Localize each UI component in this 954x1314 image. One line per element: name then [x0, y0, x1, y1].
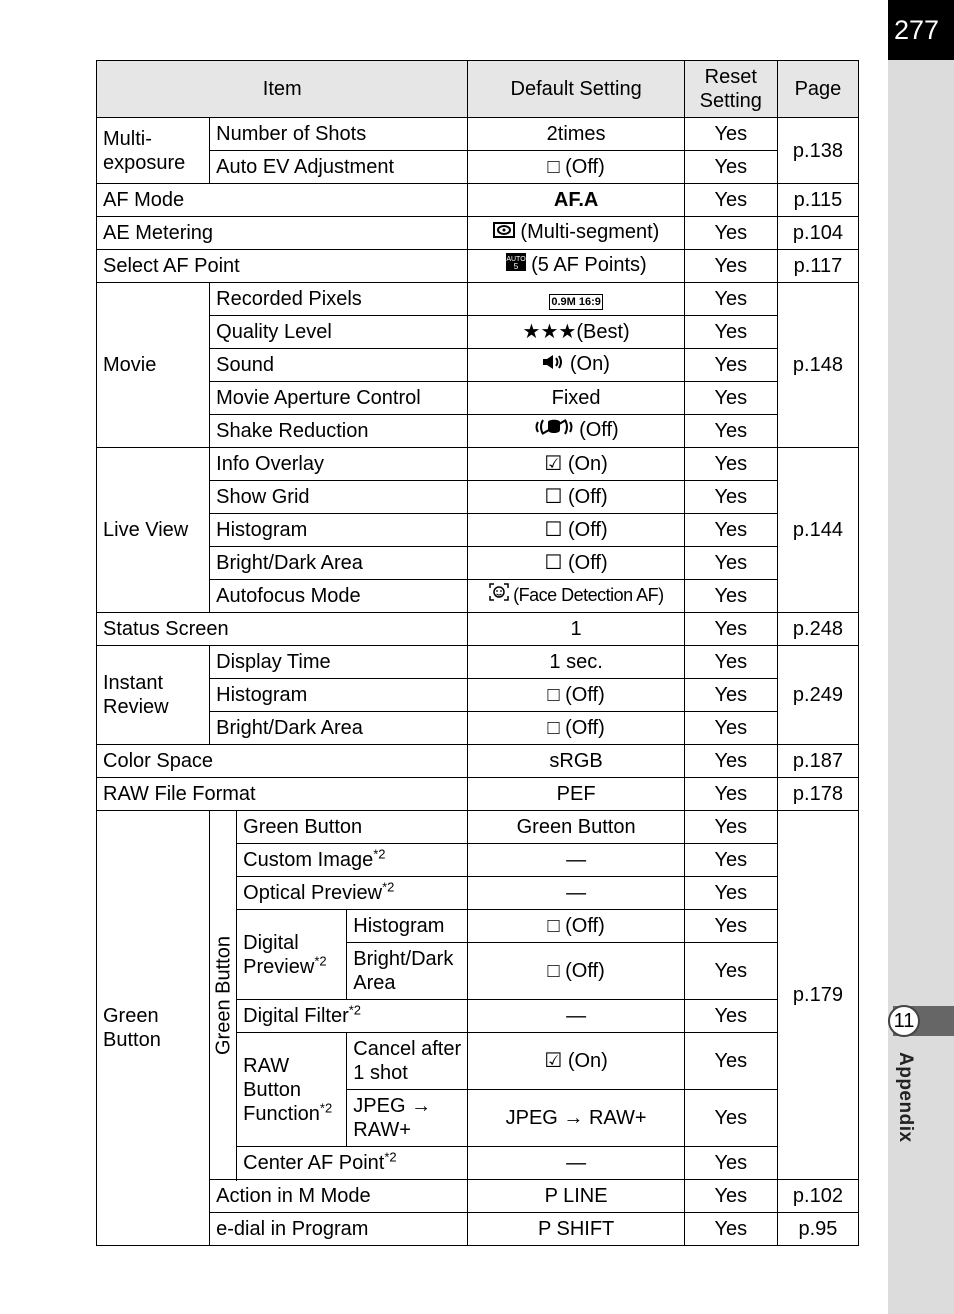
footnote-ref: *2	[384, 1149, 397, 1165]
reset-cell: Yes	[684, 415, 777, 448]
sound-on-icon	[542, 354, 564, 378]
reset-cell: Yes	[684, 547, 777, 580]
subitem-label	[237, 1033, 347, 1147]
item-cell	[237, 1000, 468, 1033]
default-text: (On)	[569, 353, 610, 375]
item-cell: Show Grid	[210, 481, 468, 514]
page-cell: p.115	[777, 184, 858, 217]
default-cell	[468, 580, 684, 613]
page-cell: p.178	[777, 778, 858, 811]
page-cell: p.95	[777, 1213, 858, 1246]
reset-cell: Yes	[684, 250, 777, 283]
item-text: RAW Button Function	[243, 1054, 320, 1125]
default-cell: □ (Off)	[468, 910, 684, 943]
page-cell: p.138	[777, 118, 858, 184]
default-cell: Fixed	[468, 382, 684, 415]
item-cell: Histogram	[347, 910, 468, 943]
item-cell: JPEG → RAW+	[347, 1090, 468, 1147]
default-cell: 1 sec.	[468, 646, 684, 679]
group-label: Live View	[97, 448, 210, 613]
reset-cell: Yes	[684, 1033, 777, 1090]
reset-cell: Yes	[684, 217, 777, 250]
item-cell: Recorded Pixels	[210, 283, 468, 316]
default-cell: —	[468, 844, 684, 877]
table-row	[97, 547, 859, 580]
default-cell: 2times	[468, 118, 684, 151]
header-item: Item	[97, 61, 468, 118]
item-cell: Cancel after 1 shot	[347, 1033, 468, 1090]
reset-cell: Yes	[684, 910, 777, 943]
table-row	[97, 184, 859, 217]
default-cell: ☐ (Off)	[468, 481, 684, 514]
item-cell	[237, 1147, 468, 1180]
reset-cell: Yes	[684, 1213, 777, 1246]
reset-cell: Yes	[684, 481, 777, 514]
reset-cell: Yes	[684, 1000, 777, 1033]
reset-cell: Yes	[684, 1180, 777, 1213]
page-cell: p.187	[777, 745, 858, 778]
item-cell: AF Mode	[97, 184, 468, 217]
svg-text:AUTO: AUTO	[505, 256, 526, 263]
face-detection-icon	[489, 583, 509, 609]
default-cell	[468, 415, 684, 448]
default-cell: PEF	[468, 778, 684, 811]
reset-cell: Yes	[684, 316, 777, 349]
item-cell: Quality Level	[210, 316, 468, 349]
item-cell: Histogram	[210, 679, 468, 712]
reset-cell: Yes	[684, 184, 777, 217]
default-text: (Face Detection AF)	[513, 585, 664, 605]
table-row	[97, 448, 859, 481]
reset-cell: Yes	[684, 877, 777, 910]
item-cell: Info Overlay	[210, 448, 468, 481]
group-label: Movie	[97, 283, 210, 448]
item-cell: Sound	[210, 349, 468, 382]
table-row	[97, 250, 859, 283]
item-text: Optical Preview	[243, 882, 383, 904]
reset-cell: Yes	[684, 1147, 777, 1180]
footnote-ref: *2	[314, 952, 327, 968]
page-cell: p.117	[777, 250, 858, 283]
table-row	[97, 514, 859, 547]
page-cell: p.148	[777, 283, 858, 448]
default-cell	[468, 217, 684, 250]
item-cell: Bright/Dark Area	[210, 712, 468, 745]
item-cell: Color Space	[97, 745, 468, 778]
group-label: Multi-exposure	[97, 118, 210, 184]
header-page: Page	[777, 61, 858, 118]
item-cell: RAW File Format	[97, 778, 468, 811]
default-cell: ☐ (Off)	[468, 514, 684, 547]
reset-cell: Yes	[684, 646, 777, 679]
item-cell: Movie Aperture Control	[210, 382, 468, 415]
chapter-label: Appendix	[895, 1052, 916, 1143]
table-row	[97, 1213, 859, 1246]
page-number: 277	[888, 0, 954, 60]
item-text: Digital Preview	[243, 931, 315, 978]
reset-cell: Yes	[684, 613, 777, 646]
default-cell: ★★★(Best)	[468, 316, 684, 349]
page-cell: p.144	[777, 448, 858, 613]
reset-cell: Yes	[684, 679, 777, 712]
table-row	[97, 217, 859, 250]
item-cell: Bright/Dark Area	[210, 547, 468, 580]
table-row	[97, 151, 859, 184]
item-cell: Display Time	[210, 646, 468, 679]
multi-segment-metering-icon	[493, 222, 515, 246]
table-row	[97, 613, 859, 646]
auto-5-af-icon	[506, 253, 526, 279]
reset-cell: Yes	[684, 745, 777, 778]
table-row	[97, 415, 859, 448]
reset-cell: Yes	[684, 448, 777, 481]
table-row	[97, 712, 859, 745]
page-cell: p.179	[777, 811, 858, 1180]
subitem-label	[237, 910, 347, 1000]
reset-cell: Yes	[684, 283, 777, 316]
table-row	[97, 811, 859, 844]
reset-cell: Yes	[684, 118, 777, 151]
item-cell: Histogram	[210, 514, 468, 547]
default-cell: sRGB	[468, 745, 684, 778]
table-row	[97, 646, 859, 679]
default-cell: —	[468, 1000, 684, 1033]
reset-cell: Yes	[684, 778, 777, 811]
default-text: (Off)	[579, 419, 619, 441]
table-header-row	[97, 61, 859, 118]
default-cell: ☑ (On)	[468, 448, 684, 481]
item-cell: Auto EV Adjustment	[210, 151, 468, 184]
default-cell	[468, 250, 684, 283]
reset-cell: Yes	[684, 349, 777, 382]
reset-cell: Yes	[684, 943, 777, 1000]
header-default: Default Setting	[468, 61, 684, 118]
default-cell: P SHIFT	[468, 1213, 684, 1246]
recorded-pixels-icon: 0.9M 16:9	[551, 296, 601, 308]
default-cell: P LINE	[468, 1180, 684, 1213]
item-cell: Autofocus Mode	[210, 580, 468, 613]
footnote-ref: *2	[373, 846, 386, 862]
default-cell: □ (Off)	[468, 151, 684, 184]
default-cell: □ (Off)	[468, 679, 684, 712]
default-cell: □ (Off)	[468, 943, 684, 1000]
reset-cell: Yes	[684, 712, 777, 745]
default-cell: ☐ (Off)	[468, 547, 684, 580]
default-cell: ☑ (On)	[468, 1033, 684, 1090]
reset-cell: Yes	[684, 151, 777, 184]
page-cell: p.249	[777, 646, 858, 745]
table-row	[97, 778, 859, 811]
default-cell	[468, 349, 684, 382]
group-label: Green Button	[97, 811, 210, 1246]
reset-cell: Yes	[684, 580, 777, 613]
table-row	[97, 679, 859, 712]
default-text: (5 AF Points)	[531, 254, 647, 276]
footnote-ref: *2	[382, 879, 395, 895]
default-text: (Multi-segment)	[520, 221, 660, 243]
default-cell: —	[468, 877, 684, 910]
table-row	[97, 382, 859, 415]
item-cell: Number of Shots	[210, 118, 468, 151]
page-cell: p.102	[777, 1180, 858, 1213]
default-cell	[468, 283, 684, 316]
reset-cell: Yes	[684, 382, 777, 415]
item-cell: Action in M Mode	[210, 1180, 468, 1213]
reset-cell: Yes	[684, 811, 777, 844]
default-cell: 1	[468, 613, 684, 646]
table-row	[97, 481, 859, 514]
page-cell: p.248	[777, 613, 858, 646]
table-row	[97, 349, 859, 382]
item-cell: Select AF Point	[97, 250, 468, 283]
item-cell: Green Button	[237, 811, 468, 844]
reset-cell: Yes	[684, 514, 777, 547]
item-cell: Status Screen	[97, 613, 468, 646]
table-row	[97, 745, 859, 778]
item-text: Center AF Point	[243, 1152, 385, 1174]
footnote-ref: *2	[319, 1099, 333, 1115]
table-row	[97, 316, 859, 349]
default-cell: □ (Off)	[468, 712, 684, 745]
item-text: Custom Image	[243, 849, 374, 871]
shake-reduction-off-icon	[534, 418, 574, 444]
reset-cell: Yes	[684, 844, 777, 877]
footnote-ref: *2	[348, 1002, 362, 1018]
table-row	[97, 1180, 859, 1213]
default-cell: JPEG → RAW+	[468, 1090, 684, 1147]
default-cell: AF.A	[468, 184, 684, 217]
chapter-number-badge: 11	[888, 1005, 920, 1037]
subgroup-label: Green Button	[210, 811, 237, 1180]
item-cell: e-dial in Program	[210, 1213, 468, 1246]
reset-cell: Yes	[684, 1090, 777, 1147]
svg-text:5: 5	[513, 262, 518, 271]
reset-settings-table	[96, 60, 859, 1246]
item-cell	[237, 877, 468, 910]
item-cell	[237, 844, 468, 877]
table-row	[97, 283, 859, 316]
header-reset: Reset Setting	[684, 61, 777, 118]
default-cell: —	[468, 1147, 684, 1180]
page-cell: p.104	[777, 217, 858, 250]
item-text: Digital Filter	[243, 1005, 349, 1027]
table-row	[97, 580, 859, 613]
item-cell: Bright/Dark Area	[347, 943, 468, 1000]
item-cell: AE Metering	[97, 217, 468, 250]
table-row	[97, 118, 859, 151]
group-label: Instant Review	[97, 646, 210, 745]
default-cell: Green Button	[468, 811, 684, 844]
item-cell: Shake Reduction	[210, 415, 468, 448]
